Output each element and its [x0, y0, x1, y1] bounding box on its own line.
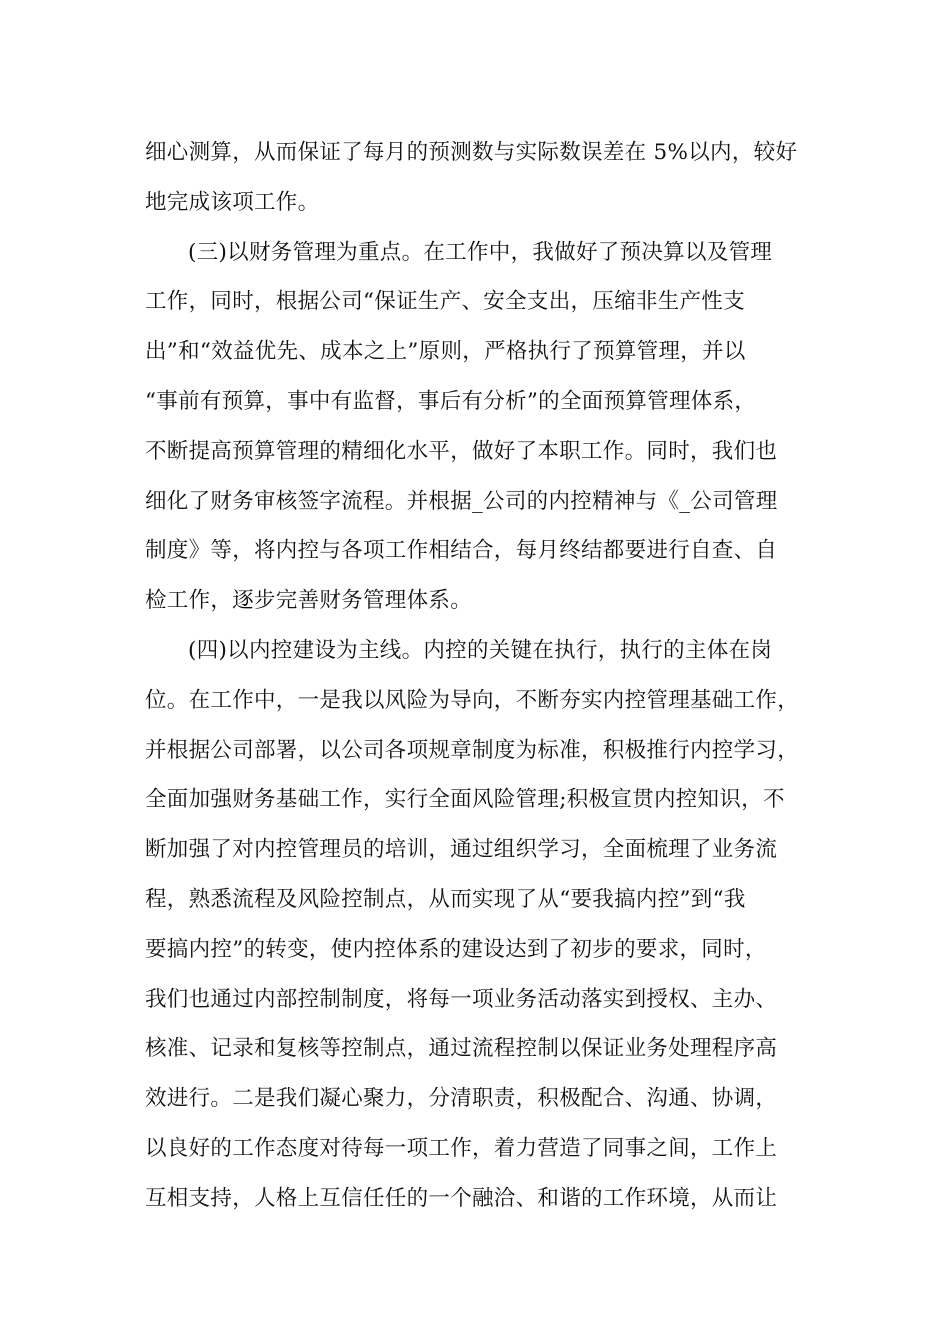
- text-line: 效进行。二是我们凝心聚力，分清职责，积极配合、沟通、协调，: [145, 1086, 778, 1112]
- text-line: 断加强了对内控管理员的培训，通过组织学习，全面梳理了业务流: [145, 837, 778, 863]
- paragraph-start-line: (四)以内控建设为主线。内控的关键在执行，执行的主体在岗: [188, 637, 773, 663]
- text-line: 我们也通过内部控制制度，将每一项业务活动落实到授权、主办、: [145, 986, 778, 1012]
- text-line: 不断提高预算管理的精细化水平，做好了本职工作。同时，我们也: [145, 438, 778, 464]
- text-line: 出”和“效益优先、成本之上”原则，严格执行了预算管理，并以: [145, 339, 746, 365]
- text-line: 制度》等，将内控与各项工作相结合，每月终结都要进行自查、自: [145, 538, 778, 564]
- paragraph-start-line: (三)以财务管理为重点。在工作中，我做好了预决算以及管理: [188, 239, 773, 265]
- text-line: 全面加强财务基础工作，实行全面风险管理;积极宣贯内控知识，不: [145, 787, 785, 813]
- text-line: 细心测算，从而保证了每月的预测数与实际数误差在 5%以内，较好: [145, 140, 798, 165]
- text-line: “事前有预算，事中有监督，事后有分析”的全面预算管理体系，: [145, 388, 757, 414]
- text-line: 地完成该项工作。: [145, 189, 320, 215]
- text-line: 程，熟悉流程及风险控制点，从而实现了从“要我搞内控”到“我: [145, 886, 746, 912]
- text-line: 要搞内控”的转变，使内控体系的建设达到了初步的要求，同时，: [145, 936, 767, 962]
- text-line: 并根据公司部署，以公司各项规章制度为标准，积极推行内控学习，: [145, 737, 800, 763]
- text-line: 以良好的工作态度对待每一项工作，着力营造了同事之间，工作上: [145, 1135, 778, 1161]
- body-text: [145, 128, 825, 1224]
- text-line: 细化了财务审核签字流程。并根据_公司的内控精神与《_公司管理: [145, 488, 778, 514]
- text-line: 位。在工作中，一是我以风险为导向，不断夯实内控管理基础工作，: [145, 687, 800, 713]
- text-line: 工作，同时，根据公司“保证生产、安全支出，压缩非生产性支: [145, 289, 745, 315]
- text-line: 检工作，逐步完善财务管理体系。: [145, 588, 473, 614]
- text-line: 互相支持，人格上互信任任的一个融洽、和谐的工作环境，从而让: [145, 1185, 778, 1211]
- text-line: 核准、记录和复核等控制点，通过流程控制以保证业务处理程序高: [145, 1036, 778, 1062]
